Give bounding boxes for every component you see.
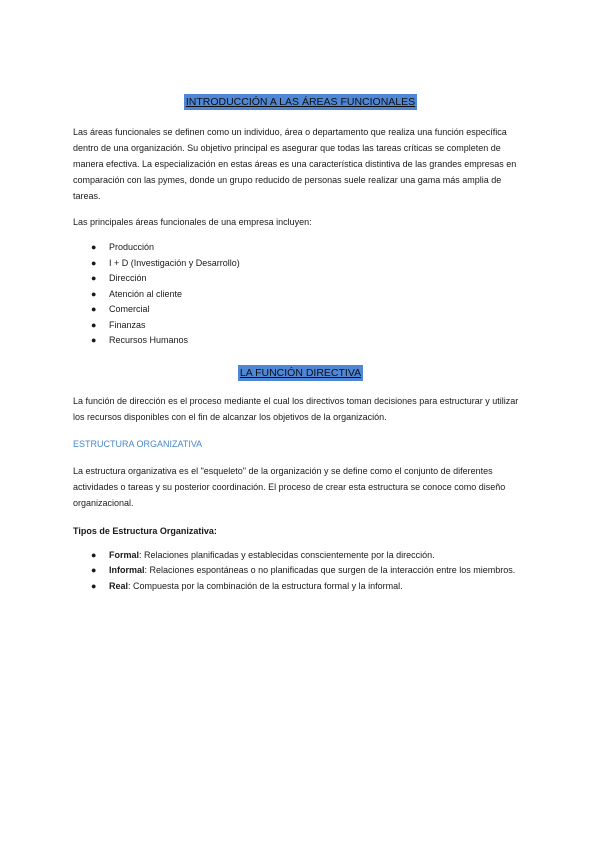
list-item: ● Real: Compuesta por la combinación de la estructura formal y la informal. [73,579,528,595]
list-item: ● Atención al cliente [73,287,528,303]
list-item: ● Producción [73,240,528,256]
list-item: ● Informal: Relaciones espontáneas o no planificadas que surgen de la interacción entre los miembros. [73,563,528,579]
section1-paragraph: Las áreas funcionales se definen como un individuo, área o departamento que realiza una función específica dentro de una organización. Su objetivo principal es asegurar que todas las tareas críticas se completen de manera efectiva. La especialización en estas áreas es una característica distintiva de las grandes empresas en comparación con las pymes, donde un grupo reducido de personas suele realizar una gama más amplia de tareas. [73,127,517,201]
list-item: ● Formal: Relaciones planificadas y establecidas conscientemente por la dirección. [73,548,528,564]
functional-areas-list [73,240,528,349]
section2-subtitle: ESTRUCTURA ORGANIZATIVA [73,438,203,449]
bullet-icon: ● [91,273,97,283]
section1-title: INTRODUCCIÓN A LAS ÁREAS FUNCIONALES [185,96,416,108]
bullet-icon: ● [91,319,97,330]
list-item: ● Comercial [73,302,528,318]
list-item: ● Dirección [73,271,528,287]
section2-heading-wrap [73,363,528,381]
bullet-icon: ● [91,335,97,345]
bullet-icon: ● [91,304,97,314]
structure-types-list [73,548,528,595]
list-item: ● Recursos Humanos [73,333,528,349]
bullet-icon: ● [91,288,97,299]
bullet-icon: ● [91,242,97,252]
section2-title: LA FUNCIÓN DIRECTIVA [239,366,362,379]
list-item: ● Finanzas [73,318,528,334]
section1-intro: Las principales áreas funcionales de una empresa incluyen: [73,217,312,227]
types-label: Tipos de Estructura Organizativa: [73,525,217,536]
document-content [73,92,528,594]
bullet-icon: ● [91,580,97,591]
bullet-icon: ● [91,565,97,575]
section2-sub-paragraph: La estructura organizativa es el "esqueleto" de la organización y se define como el conjunto de diferentes actividades o tareas y su posterior coordinación. El proceso de crear esta estructura se conoce como diseño organizacional. [73,465,506,508]
bullet-icon: ● [91,257,97,268]
section2-paragraph: La función de dirección es el proceso mediante el cual los directivos toman decisiones para estructurar y utilizar los recursos disponibles con el fin de alcanzar los objetivos de la organización. [73,395,519,422]
section1-heading-wrap [73,92,528,110]
list-item: ● I + D (Investigación y Desarrollo) [73,256,528,272]
bullet-icon: ● [91,549,97,560]
